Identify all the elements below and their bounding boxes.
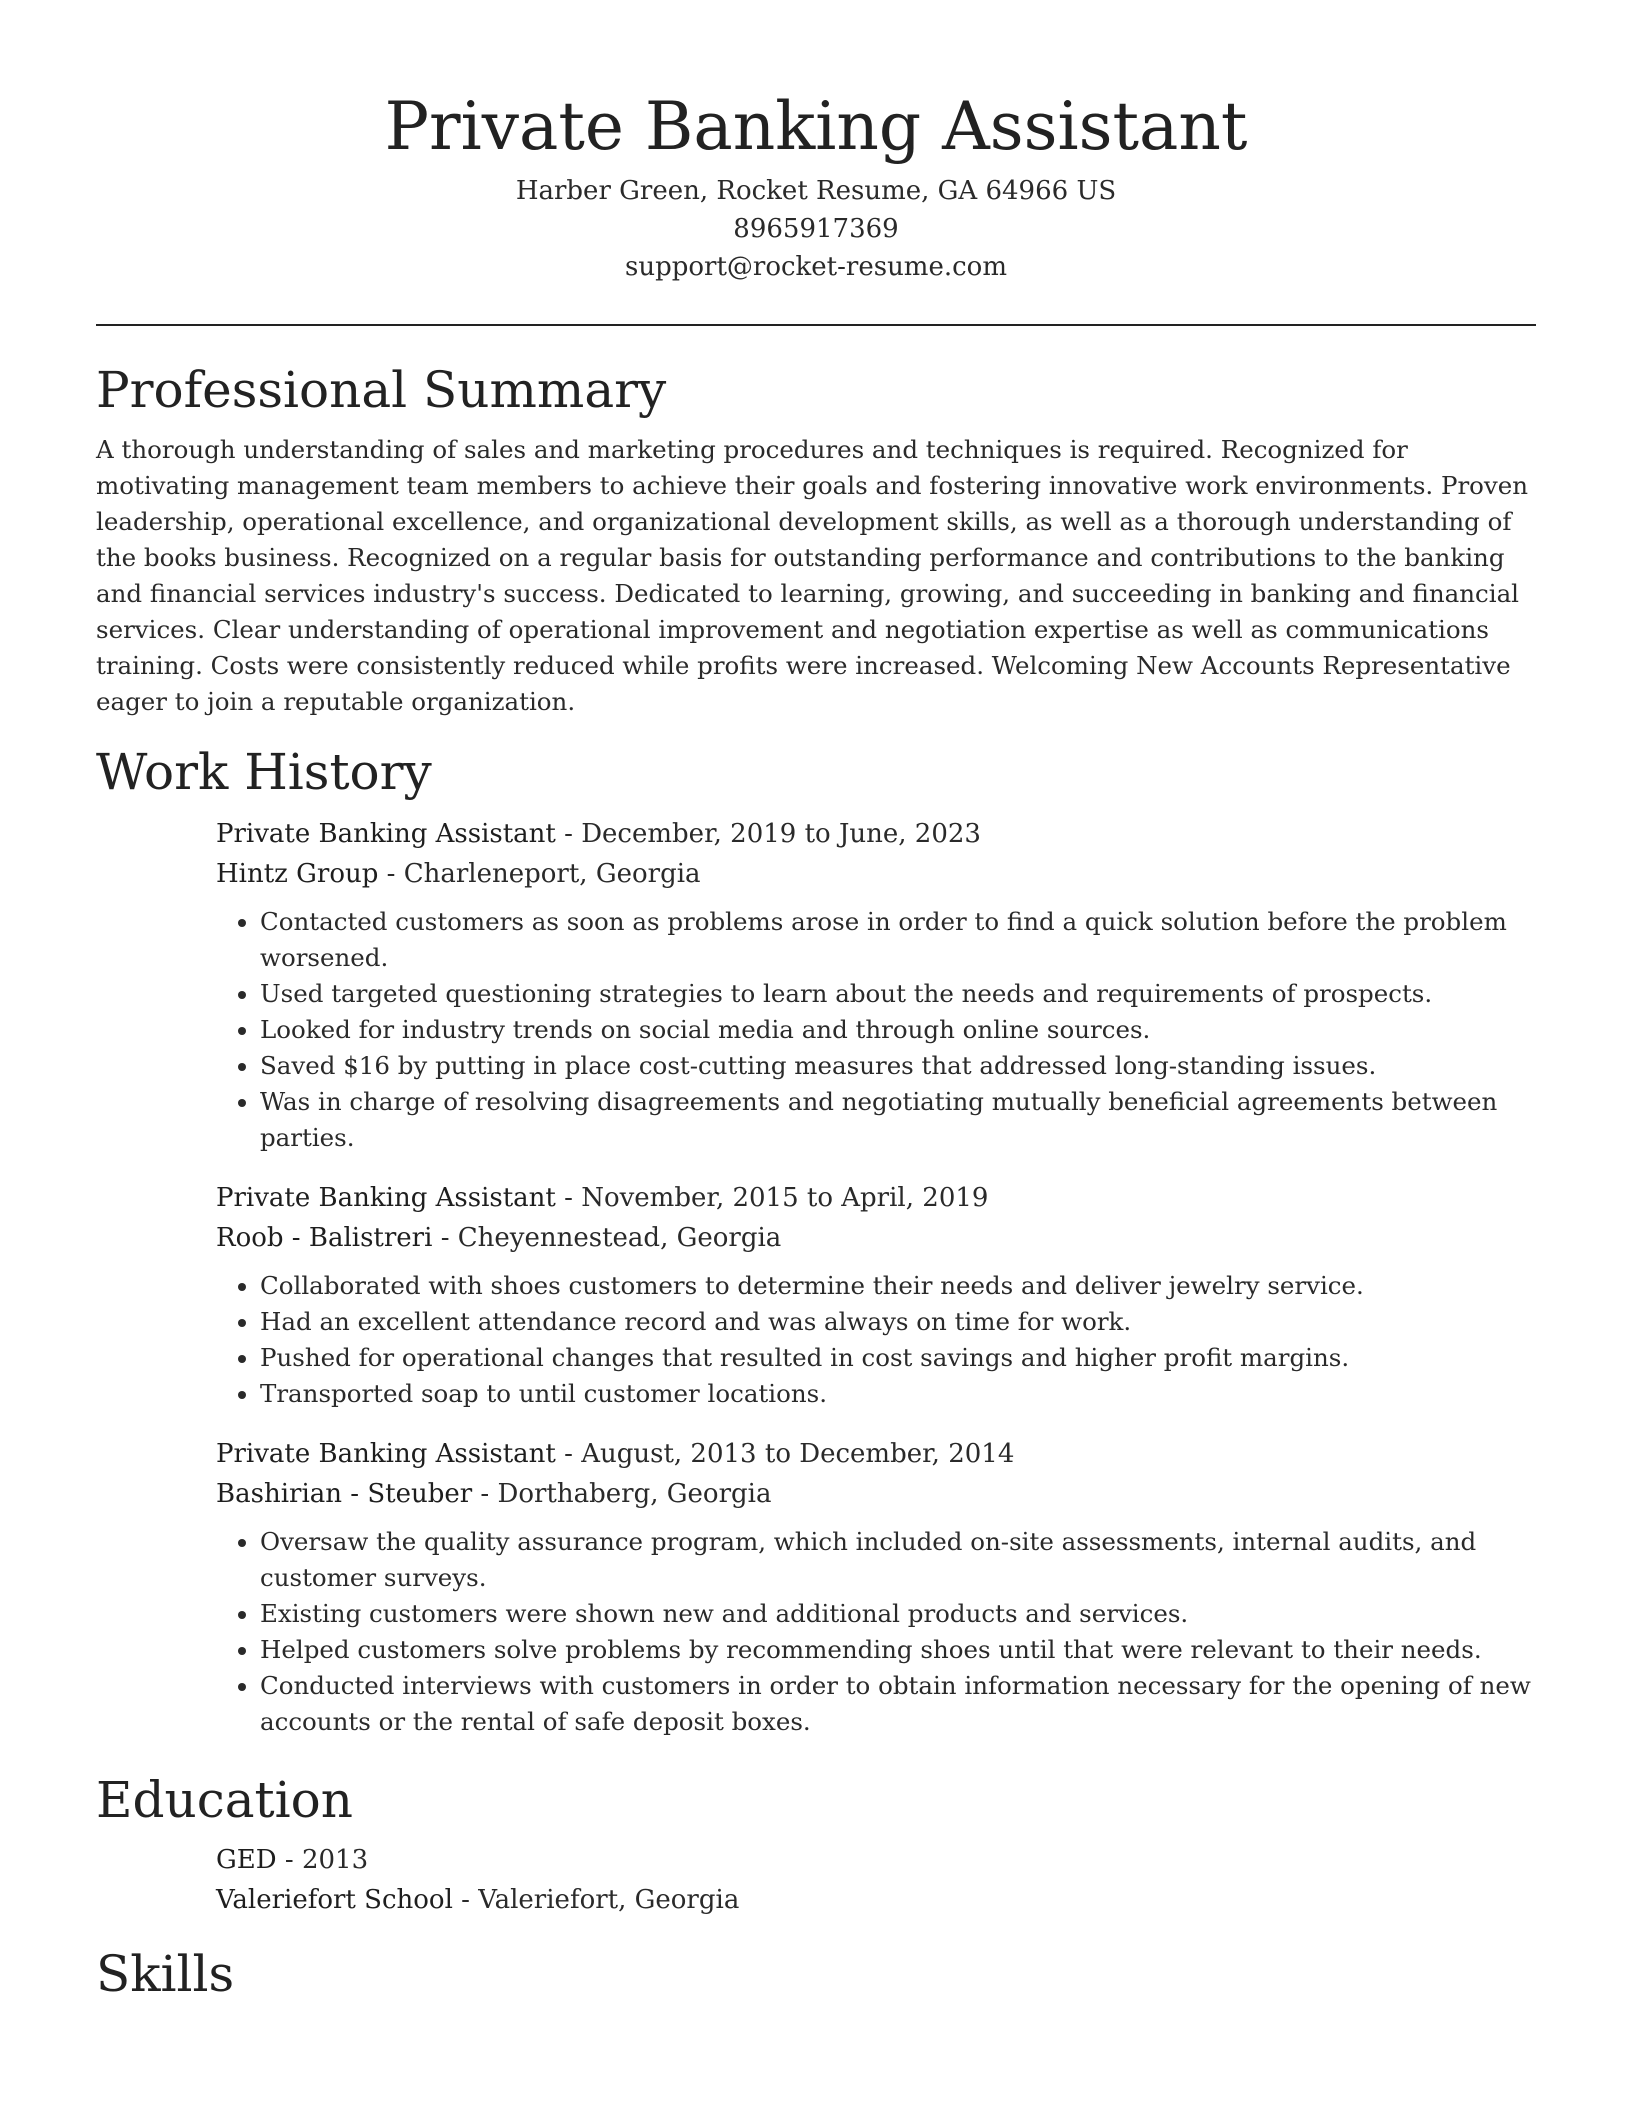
job-company: Roob - Balistreri xyxy=(216,1223,433,1253)
education-location: Valeriefort, Georgia xyxy=(478,1885,740,1915)
education-entry xyxy=(216,1840,1536,1920)
job-bullet: • Collaborated with shoes customers to determine their needs and deliver jewelry service. xyxy=(260,1268,1536,1304)
job-bullet: • Oversaw the quality assurance program, which included on-site assessments, internal audits, and customer surveys. xyxy=(260,1524,1536,1596)
job-company-line xyxy=(216,1474,1536,1514)
education-school: Valeriefort School xyxy=(216,1885,453,1915)
contact-address: Harber Green, Rocket Resume, GA 64966 US xyxy=(515,176,1117,206)
job-bullet: • Contacted customers as soon as problems arose in order to find a quick solution before the problem worsened. xyxy=(260,904,1536,976)
job-entry xyxy=(216,1434,1536,1740)
summary-text: A thorough understanding of sales and marketing procedures and techniques is required. Recognized for motivating management team members to achieve their goals and fostering innovative work environments. Proven leadership, operational excellence, and organizational development skills, as well as a thorough understanding of the books business. Recognized on a regular basis for outstanding performance and contributions to the banking and financial services industry's success. Dedicated to learning, growing, and succeeding in banking and financial services. Clear understanding of operational improvement and negotiation expertise as well as communications training. Costs were consistently reduced while profits were increased. Welcoming New Accounts Representative eager to join a reputable organization. xyxy=(96,435,1529,716)
job-bullets xyxy=(216,1524,1536,1740)
job-bullets xyxy=(216,1268,1536,1412)
job-bullet: • Saved $16 by putting in place cost-cutting measures that addressed long-standing issues. xyxy=(260,1048,1536,1084)
job-bullet: • Had an excellent attendance record and was always on time for work. xyxy=(260,1304,1536,1340)
skills-section xyxy=(96,1942,1536,2006)
job-position: Private Banking Assistant xyxy=(216,819,556,849)
contact-phone: 8965917369 xyxy=(733,214,899,244)
section-title-summary: Professional Summary xyxy=(96,361,667,419)
education-year: 2013 xyxy=(301,1845,369,1875)
education-degree-line xyxy=(216,1840,1536,1880)
candidate-name: Private Banking Assistant xyxy=(384,88,1248,165)
job-bullet: • Used targeted questioning strategies to learn about the needs and requirements of prospects. xyxy=(260,976,1536,1012)
section-title-work-history: Work History xyxy=(96,743,432,801)
job-bullet: • Pushed for operational changes that resulted in cost savings and higher profit margins. xyxy=(260,1340,1536,1376)
separator: - xyxy=(378,859,404,889)
job-position: Private Banking Assistant xyxy=(216,1183,556,1213)
resume-header xyxy=(96,0,1536,286)
separator: - xyxy=(452,1885,479,1915)
section-title-skills: Skills xyxy=(96,1945,235,2003)
job-title-line xyxy=(216,1434,1536,1474)
separator: - xyxy=(276,1845,302,1875)
resume-page xyxy=(96,0,1536,2006)
job-bullets xyxy=(216,904,1536,1156)
job-bullet: • Was in charge of resolving disagreements and negotiating mutually beneficial agreements between parties. xyxy=(260,1084,1536,1156)
work-history-section xyxy=(96,740,1536,1740)
job-bullet: • Conducted interviews with customers in order to obtain information necessary for the opening of new accounts or the rental of safe deposit boxes. xyxy=(260,1668,1536,1740)
education-degree: GED xyxy=(216,1845,277,1875)
job-dates: December, 2019 to June, 2023 xyxy=(581,819,981,849)
job-location: Charleneport, Georgia xyxy=(403,859,701,889)
job-bullet: • Looked for industry trends on social media and through online sources. xyxy=(260,1012,1536,1048)
job-entry xyxy=(216,1178,1536,1412)
separator: - xyxy=(432,1223,458,1253)
education-school-line xyxy=(216,1880,1536,1920)
job-company-line xyxy=(216,854,1536,894)
job-dates: November, 2015 to April, 2019 xyxy=(581,1183,989,1213)
professional-summary-section xyxy=(96,358,1536,720)
job-bullet: • Existing customers were shown new and additional products and services. xyxy=(260,1596,1536,1632)
job-location: Cheyennestead, Georgia xyxy=(457,1223,782,1253)
separator: - xyxy=(555,819,582,849)
job-entry xyxy=(216,814,1536,1156)
header-divider xyxy=(96,324,1536,326)
job-company: Hintz Group xyxy=(216,859,379,889)
job-title-line xyxy=(216,1178,1536,1218)
separator: - xyxy=(472,1479,498,1509)
job-position: Private Banking Assistant xyxy=(216,1439,556,1469)
job-location: Dorthaberg, Georgia xyxy=(497,1479,772,1509)
job-dates: August, 2013 to December, 2014 xyxy=(581,1439,1015,1469)
job-company: Bashirian - Steuber xyxy=(216,1479,473,1509)
job-bullet: • Transported soap to until customer locations. xyxy=(260,1376,1536,1412)
separator: - xyxy=(555,1183,582,1213)
contact-email: support@rocket-resume.com xyxy=(624,252,1007,282)
job-company-line xyxy=(216,1218,1536,1258)
section-title-education: Education xyxy=(96,1771,353,1829)
job-title-line xyxy=(216,814,1536,854)
education-section xyxy=(96,1768,1536,1920)
job-bullet: • Helped customers solve problems by recommending shoes until that were relevant to their needs. xyxy=(260,1632,1536,1668)
separator: - xyxy=(555,1439,582,1469)
